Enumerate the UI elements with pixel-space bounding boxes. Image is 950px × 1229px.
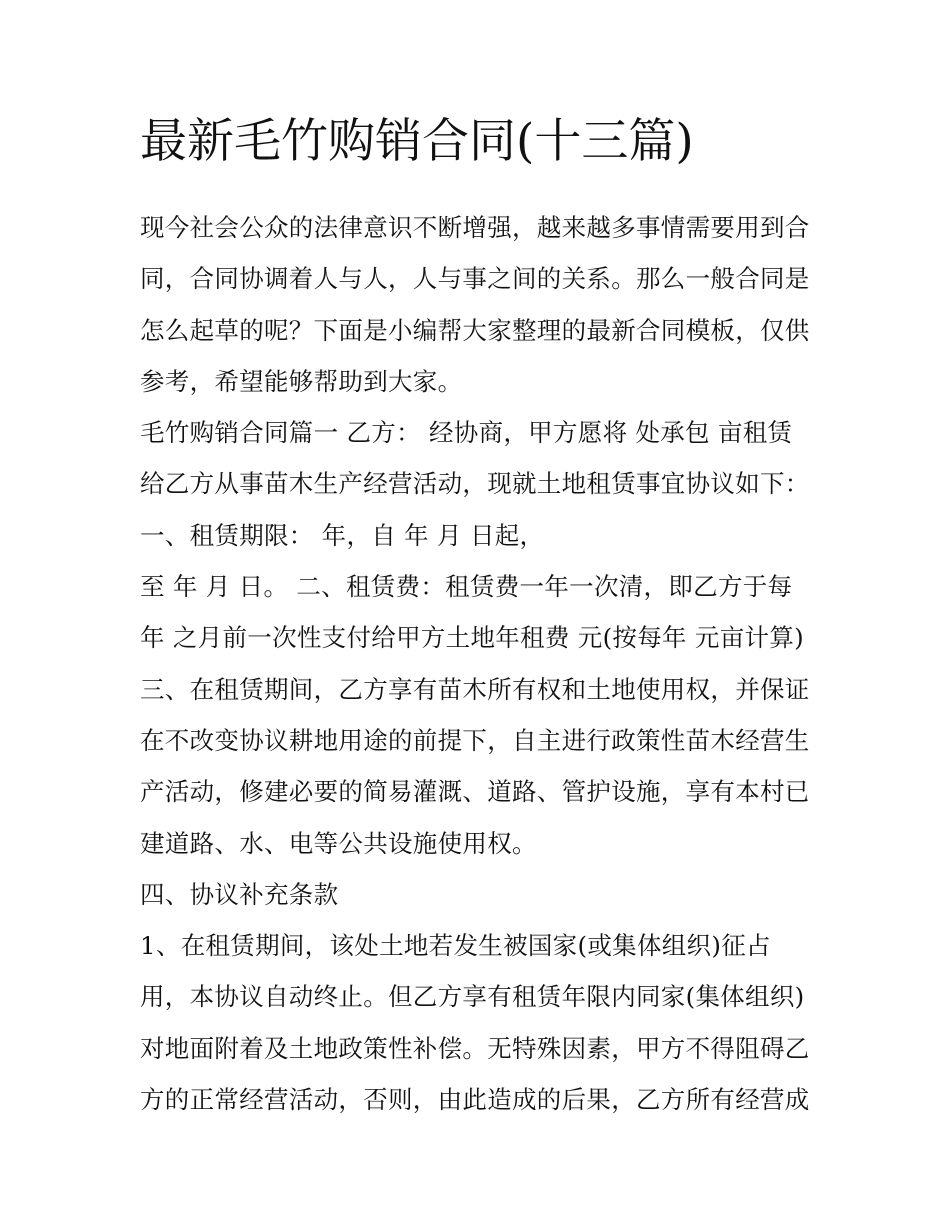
body-line: 产活动，修建必要的简易灌溉、道路、管护设施，享有本村已 (140, 777, 810, 807)
document-title: 最新毛竹购销合同(十三篇) (140, 114, 694, 169)
body-line: 现今社会公众的法律意识不断增强，越来越多事情需要用到合 (140, 213, 810, 242)
body-line: 建道路、水、电等公共设施使用权。 (140, 828, 537, 858)
body-line: 一、租赁期限： 年，自 年 月 日起， (140, 520, 545, 550)
body-line: 1、在租赁期间，该处土地若发生被国家(或集体组织)征占 (140, 931, 771, 961)
body-line: 同，合同协调着人与人，人与事之间的关系。那么一般合同是 (140, 264, 810, 294)
body-line: 至 年 月 日。 二、租赁费：租赁费一年一次清，即乙方于每 (140, 572, 793, 602)
body-line: 方的正常经营活动，否则，由此造成的后果，乙方所有经营成 (140, 1085, 810, 1115)
body-line: 用，本协议自动终止。但乙方享有租赁年限内同家(集体组织) (140, 982, 805, 1012)
document-body (140, 202, 820, 1125)
body-line: 在不改变协议耕地用途的前提下，自主进行政策性苗木经营生 (140, 725, 810, 755)
body-line: 四、协议补充条款 (140, 879, 339, 909)
body-line: 年 之月前一次性支付给甲方土地年租费 元(按每年 元亩计算) (140, 623, 804, 653)
body-line: 怎么起草的呢？下面是小编帮大家整理的最新合同模板，仅供 (140, 315, 810, 345)
body-line: 给乙方从事苗木生产经营活动，现就土地租赁事宜协议如下： (140, 469, 810, 499)
body-line: 参考，希望能够帮助到大家。 (140, 366, 463, 396)
body-line: 对地面附着及土地政策性补偿。无特殊因素，甲方不得阻碍乙 (140, 1033, 810, 1063)
body-line: 三、在租赁期间，乙方享有苗木所有权和土地使用权，并保证 (140, 674, 810, 704)
body-line: 毛竹购销合同篇一 乙方： 经协商，甲方愿将 处承包 亩租赁 (140, 418, 793, 448)
